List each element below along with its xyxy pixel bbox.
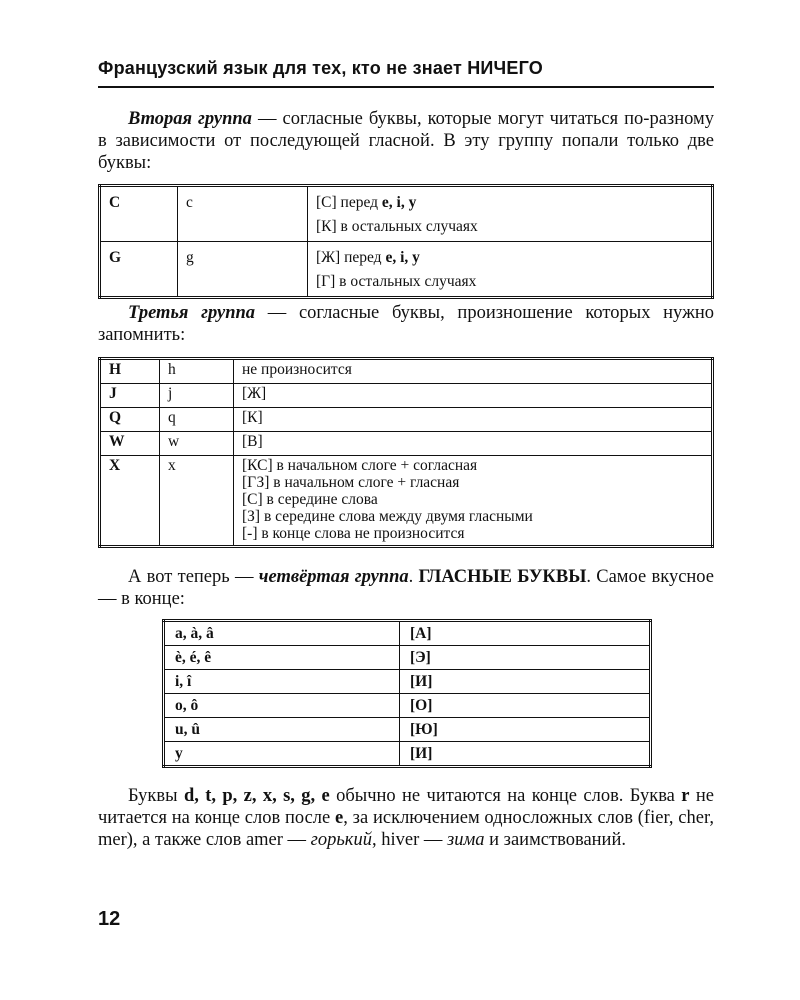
table-second-group	[98, 184, 714, 299]
paragraph-vowels	[98, 566, 714, 610]
sound-cell: [Ж]	[234, 384, 713, 408]
translation-bitter: горький	[310, 830, 372, 850]
silent-text: , hiver —	[371, 830, 447, 850]
vowels-text: .	[408, 567, 419, 587]
table-row	[164, 621, 651, 646]
vowel-sound: [И]	[400, 670, 651, 694]
vowels-text: . Самое вкусное — в конце:	[98, 567, 714, 609]
rule-text: [К] в остальных случаях	[316, 218, 478, 235]
silent-letters: d, t, p, z, x, s, g, e	[183, 786, 330, 806]
header-rule	[98, 86, 714, 88]
letter-lower: j	[160, 384, 234, 408]
vowel-sound: [И]	[400, 742, 651, 767]
silent-text: обычно не читаются на конце слов. Буква	[329, 786, 682, 806]
table-row	[100, 186, 713, 242]
sound-line: [-] в конце слова не произносится	[242, 525, 465, 542]
sound-line: [С] в середине слова	[242, 491, 378, 508]
vowel-letters: a, à, â	[164, 621, 400, 646]
vowels-heading: ГЛАСНЫЕ БУКВЫ	[418, 567, 587, 587]
vowel-letters: o, ô	[164, 694, 400, 718]
letter-lower: h	[160, 359, 234, 384]
vowel-sound: [Ю]	[400, 718, 651, 742]
rule-letters: e, i, y	[385, 249, 420, 266]
table-third-group	[98, 357, 714, 548]
letter-upper: Q	[100, 408, 160, 432]
rule-text: [Г] в остальных случаях	[316, 273, 477, 290]
sound-cell: [К]	[234, 408, 713, 432]
letter-lower: q	[160, 408, 234, 432]
letter-upper: X	[100, 456, 160, 547]
letter-lower: c	[178, 186, 308, 242]
vowels-text: А вот теперь —	[128, 567, 259, 587]
fourth-group-heading: четвёртая группа	[258, 567, 409, 587]
vowel-letters: è, é, ê	[164, 646, 400, 670]
table-row	[100, 242, 713, 298]
letter-upper: J	[100, 384, 160, 408]
table-vowels	[162, 619, 652, 768]
table-row	[164, 742, 651, 767]
paragraph-silent-letters	[98, 785, 714, 851]
second-group-heading: Вторая группа	[128, 109, 252, 129]
letter-lower: x	[160, 456, 234, 547]
letter-upper: G	[100, 242, 178, 298]
vowel-sound: [О]	[400, 694, 651, 718]
vowel-sound: [Э]	[400, 646, 651, 670]
rule-text: [Ж] перед	[316, 249, 386, 266]
third-group-heading: Третья группа	[128, 303, 256, 323]
rule-letters: e, i, y	[381, 194, 417, 211]
pronunciation-cell	[308, 186, 713, 242]
silent-text: Буквы	[128, 786, 184, 806]
letter-lower: w	[160, 432, 234, 456]
letter-r: r	[681, 786, 690, 806]
running-header: Французский язык для тех, кто не знает НИЧЕГО	[98, 58, 543, 78]
sound-line: [ГЗ] в начальном слоге + гласная	[242, 474, 460, 491]
table-row	[100, 359, 713, 384]
sound-line: [КС] в начальном слоге + согласная	[242, 457, 478, 474]
paragraph-second-group	[98, 108, 714, 174]
letter-upper: H	[100, 359, 160, 384]
second-group-text: — согласные буквы, которые могут читаться по-разному в зависимости от последующей гласной. В эту группу попали только две буквы:	[98, 109, 714, 173]
table-row	[164, 694, 651, 718]
sound-cell: не произносится	[234, 359, 713, 384]
pronunciation-cell	[308, 242, 713, 298]
table-row	[164, 646, 651, 670]
vowel-letters: u, û	[164, 718, 400, 742]
sound-cell: [В]	[234, 432, 713, 456]
letter-upper: W	[100, 432, 160, 456]
vowel-letters: y	[164, 742, 400, 767]
page-number: 12	[98, 908, 121, 930]
vowel-letters: i, î	[164, 670, 400, 694]
silent-text: не читается на конце слов после	[98, 786, 714, 828]
table-row	[100, 456, 713, 547]
silent-text: и заимствований.	[484, 830, 626, 850]
table-row	[100, 384, 713, 408]
vowel-sound: [А]	[400, 621, 651, 646]
translation-winter: зима	[446, 830, 485, 850]
third-group-text: — согласные буквы, произношение которых нужно запомнить:	[98, 303, 714, 345]
sound-line: [З] в середине слова между двумя гласными	[242, 508, 533, 525]
table-row	[164, 718, 651, 742]
letter-upper: C	[100, 186, 178, 242]
paragraph-third-group	[98, 302, 714, 346]
table-row	[100, 432, 713, 456]
silent-text: , за исключением односложных слов (fier, cher, mer), а также слов amer —	[98, 808, 714, 850]
letter-lower: g	[178, 242, 308, 298]
table-row	[100, 408, 713, 432]
table-row	[164, 670, 651, 694]
letter-e: e	[335, 808, 344, 828]
rule-text: [С] перед	[316, 194, 382, 211]
sound-cell	[234, 456, 713, 547]
